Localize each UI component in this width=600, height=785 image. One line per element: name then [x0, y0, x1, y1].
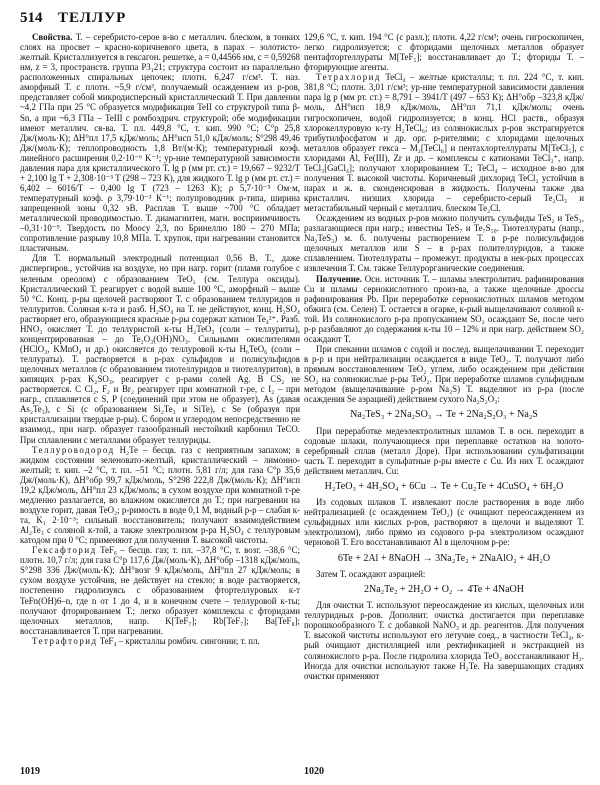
right-column — [304, 32, 584, 760]
left-column — [20, 32, 300, 760]
page-number: 514 — [20, 10, 43, 26]
paragraph-sulfides: Осаждением из водных р-ров можно получить сульфиды TeS₂ и TeS₃, разлагающиеся при нагр.; известны TeS₇ и Te₇S₁₀. Тиотеллураты (напр., Na₂TeS₃) м. б. получены растворением Т. в р-ре полисульфидов щелочных металлов или S – в р-рах полителлуридов, а также сплавлением. Тиотеллураты – промежут. продукты в нек-рых процессах извлечения Т. См. также Теллурорганические соединения. — [304, 213, 584, 274]
section-heading-production: Получение. — [316, 273, 362, 284]
paragraph-tetrafluoride — [20, 636, 300, 646]
equation: H₂TeO₃ + 4H₂SO₄ + 6Cu → Te + Cu₂Te + 4CuSO₄ + 6H₂O — [324, 480, 564, 492]
paragraph-production — [304, 274, 584, 344]
paragraph-chemistry: Для Т. нормальный электродный потенциал 0,56 В. Т., даже диспергиров., устойчив на воздухе, но при нагр. горит (пламя голубое с зеленым ореолом) с образованием TeO₂ (см. Теллура оксиды). Кристаллический Т. реагирует с водой выше 100 °C, аморфный – выше 50 °C. Конц. р-ры щелочей растворяют Т. с образованием теллуридов и теллуритов. Соляная к-та и разб. H₂SO₄ на Т. не действуют, конц. H₂SO₄ растворяет его, образующиеся красные р-ры содержат катион Te₄²⁺. Разб. HNO₃ окисляет Т. до теллуристой к-ты H₂TeO₃ (соли – теллуриты), концентрированная – до Te₂O₃(OH)NO₃. Сильными окислителями (HClO₃, KMnO₄ и др.) окисляется до теллуровой к-ты H₆TeO₆ (соли – теллураты). Т. растворяется в р-рах сульфидов и полисульфидов щелочных металлов (с образованием тиотеллуридов и тиотеллуритов), в кипящих р-рах K₂SO₃, реагирует с р-рами солей Ag. В CS₂ не растворяется. С Cl₂, F₂ и Br₂ реагирует при комнатной т-ре, с I₂ – при нагр., сплавляется с S, P (соединений при этом не образует), As (давая As₂Te₃), с Si (с образованием Si₂Te₃ и SiTe), с Se (образуя при кристаллизации твердые р-ры). С бором и углеродом непосредственно не взаимод., при нагр. образует газообразный нестойкий карбонил TeCO. При сплавлении с металлами образует теллуриды. — [20, 253, 300, 445]
running-head: ТЕЛЛУР — [58, 10, 127, 26]
paragraph-copper-slimes: При переработке медеэлектролитных шламов Т. в осн. переходит в содовые шлаки, получающиеся при переплавке остатков на золото-серебряный сплав (металл Доре). При использовании сульфатизации часть Т. переходит в сульфатные р-ры вместе с Cu. Из них Т. осаждают действием металлич. Cu: — [304, 425, 584, 476]
column-number-right: 1020 — [304, 766, 324, 777]
paragraph-properties — [20, 32, 300, 253]
section-heading-properties: Свойства. — [32, 32, 73, 42]
paragraph-continuation: 129,6 °C, т. кип. 194 °C (с разл.); плотн. 4,22 г/см³; очень гигроскопичен, легко гидролизуется; с фторидами щелочных металлов образует пентафтортеллураты M[TeF₅]; восстанавливает до Т.; фториды Т. – фторирующие агенты. — [304, 32, 584, 73]
equation: Na₂TeS₃ + 2Na₂SO₃ → Te + 2Na₂S₂O₃ + Na₂S — [350, 409, 538, 421]
term-heading: Тетрахлорид — [316, 72, 381, 83]
paragraph-hydrogen-telluride — [20, 445, 300, 546]
term-heading: Тетрафторид — [32, 635, 98, 646]
paragraph-text: H₂Te – бесцв. газ с неприятным запахом; в жидком состоянии зеленовато-желтый, кристаллический – лимонно-желтый; т. кип. –2 °C, т. пл. –51 °C; плотн. 5,81 г/л; для газа C°p 35,6 Дж/(моль·К), ΔH°обр 99,7 кДж/моль, S°298 222,8 Дж/(моль·К); ΔH°исп 19,2 кДж/моль, ΔH°пл 23 кДж/моль; в сухом воздухе при комнатной т-ре медленно разлагается, во влажном окисляется до Т.; при нагревании на воздухе горит, давая TeO₂; р-римость в воде 0,1 М, водный р-р – слабая к-та, K₁ 2·10⁻³; сильный восстановитель; получают взаимодействием Al₂Te₃ с соляной к-той, а также электролизом р-ра H₂SO₄ с теллуровым катодом при 0 °C; применяют для получения Т. высокой чистоты. — [20, 444, 300, 546]
paragraph-purification: Для очистки Т. используют переосаждение из кислых, щелочных или теллуридных р-ров. Дополнит. очистка достигается при переплавке порошкообразного Т. с добавкой NaNO₃ и др. реагентов. Для получения Т. высокой чистоты используют его летучие соед., в частности TeCl₄, к-рый очищают дистилляцией или ректификацией и экстракцией из солянокислого р-ра. После гидролиза хлорида TeO₂ восстанавливают H₂. Иногда для очистки используют также H₂Te. На завершающих стадиях очистки применяют — [304, 600, 584, 681]
paragraph-text: Осн. источник Т. – шламы электролитич. рафинирования Cu и шламы сернокислотного произ-ва, а также щелочные дроссы рафинирования Pb. При переработке сернокислотных шламов методом обжига (см. Селен) Т. остается в огарке, к-рый выщелачивают соляной к-той. Из солянокислого р-ра пропусканием SO₂ осаждают Se, после чего р-р разбавляют до содержания к-ты 10 – 12% и при нагр. действием SO₂ осаждают Т. — [304, 273, 584, 344]
paragraph-soda-slags: Из содовых шлаков Т. извлекают после растворения в воде либо нейтрализацией (с осаждением TeO₂) (с очищают переосаждением из сульфидных или кислых р-ров, растворяют в щелочи и выделяют Т. электролизом), либо прямо из содового р-ра электролизом осаждают черновой Т. Его восстанавливают Al в щелочном р-ре: — [304, 497, 584, 548]
paragraph-text: TeF₆ – бесцв. газ; т. пл. –37,8 °C, т. возг. –38,6 °C; плотн. 10,7 г/л; для газа C°p 117,6 Дж/(моль·К), ΔH°обр –1318 кДж/моль, S°298 336 Дж/(моль·К); ΔH°возг 9 кДж/моль, ΔH°пл 27 кДж/моль; в сухом воздухе устойчив, не действует на стекло; в воде растворяется, постепенно гидролизуясь с образованием фтортеллуровых к-т TeFn(OH)6–n, где n от 1 до 4, и в конечном счете – теллуровой к-ты; получают фторированием Т.; легко образует комплексы с фторидами щелочных металлов, напр. K[TeF₇]; Rb[TeF₇]; Ba[TeF₈]; восстанавливается Т. при нагревании. — [20, 545, 300, 636]
paragraph-sintering: При спекании шламов с содой и послед. выщелачивании Т. переходит в р-р и при нейтрализации осаждается в виде TeO₂. Т. получают либо прямым восстановлением TeO₂ углем, либо осаждением при действии SO₂ на солянокислые р-ры TeO₂. При переработке шламов сульфидным методом (выщелачивание р-ром Na₂S) Т. выделяют из р-ра (после осаждения Se аэрацией) действием сухого Na₂S₂O₃: — [304, 343, 584, 405]
paragraph-aeration: Затем Т. осаждают аэрацией: — [316, 568, 426, 579]
equation: 6Te + 2Al + 8NaOH → 3Na₂Te₂ + 2NaAlO₂ + 4H₂O — [337, 552, 551, 564]
column-number-left: 1019 — [20, 766, 40, 777]
page-header — [20, 10, 580, 28]
term-heading: Теллуроводород — [32, 444, 115, 455]
paragraph-text: Т. – серебристо-серое в-во с металлич. блеском, в тонких слоях на просвет – красно-коричневого цвета, в парах – золотисто-желтый. Кристаллизуется в гексагон. решетке, a = 0,44566 нм, c = 0,59268 нм, z = 3, пространств. группа P3₁21; структура состоит из параллельно расположенных спиральных цепочек; плотн. 6,247 г/см³. Т. наз. аморфный Т. с плотн. ~5,9 г/см³, получаемый осаждением из р-ров, представляет собой микродисперсный кристаллический Т. При давлении ~4,2 ГПа при 25 °C образуется модификация TeII со структурой типа β-Sn, а при ~6,3 ГПа – TeIII с ромбоэдрич. структурой; обе модификации имеют металлич. св-ва. Т. пл. 449,8 °C, т. кип. 990 °C; C°p 25,8 Дж/(моль·К); ΔH°пл 17,5 кДж/моль; ΔH°исп 51,0 кДж/моль; S°298 49,46 Дж/(моль·К); теплопроводность 1,8 Вт/(м·К); температурный коэф. линейного расширения 0,2·10⁻⁶ K⁻¹; ур-ние температурной зависимости давления пара для кристаллического Т. lg p (мм рт. ст.) = 19,667 – 9232/T + 2,100 lg T + 2,308·10⁻³ T (298 – 723 К), для жидкого Т. lg p (мм рт. ст.) = 6,402 – 6016/T – 0,400 lg T (723 – 1263 К); ρ 5,7·10⁻⁵ Ом·м, температурный коэф. ρ 3,79·10⁻³ К⁻¹; полупроводник p-типа, ширина запрещенной зоны 0,32 эВ. Расплав Т. выше ~700 °C обладает металлической проводимостью. Т. диамагнитен, магн. восприимчивость –0,31·10⁻⁹. Твердость по Моосу 2,3, по Бринеллю 180 – 270 МПа; сопротивление разрыву 10,8 МПа. Т. хрупок, при нагревании становится пластичным. — [20, 32, 300, 254]
term-heading: Гексафторид — [32, 545, 97, 556]
equation: 2Na₂Te₂ + 2H₂O + O₂ → 4Te + 4NaOH — [364, 583, 524, 595]
paragraph-hexafluoride — [20, 545, 300, 636]
paragraph-text: TeCl₄ – желтые кристаллы; т. пл. 224 °C, т. кип. 381,8 °C; плотн. 3,01 г/см³; ур-ние температурной зависимости давления пара lg p (мм рт. ст.) = 8,791 – 3941/T (497 – 653 К); ΔH°обр –323,8 кДж/моль, ΔH°исп 18,9 кДж/моль, ΔH°пл 71,1 кДж/моль; очень гигроскопичен, водой гидролизуется; в конц. HCl раств., образуя хлорокеллуровую к-ту H₂TeCl₆; из солянокислых р-ров экстрагируется трибутилфосфатом и др. орг. р-рителями; с хлоридами щелочных металлов образует гекса – M₂[TeCl₆] и пентахлортеллураты M[TeCl₅], с хлоридами Al, Fe(III), Zr и др. – комплексы с катионами TeCl₃⁺, напр. TeCl₃[GaCl₄]; получают хлорированием Т.; TeCl₄ – исходное в-во для получения Т. высокой чистоты. Коричневый дихлорид TeCl₂ устойчив в парах и ж. в. сконденсирован в жидкость. Получены также два кристаллич. низших хлорида – серебристо-серый Te₂Cl₃ и метастабильный черный с металлич. блеском Te₂Cl. — [304, 72, 584, 214]
paragraph-text: TeF₄ – кристаллы ромбич. сингонии; т. пл. — [97, 635, 260, 646]
paragraph-tetrachloride — [304, 72, 584, 213]
